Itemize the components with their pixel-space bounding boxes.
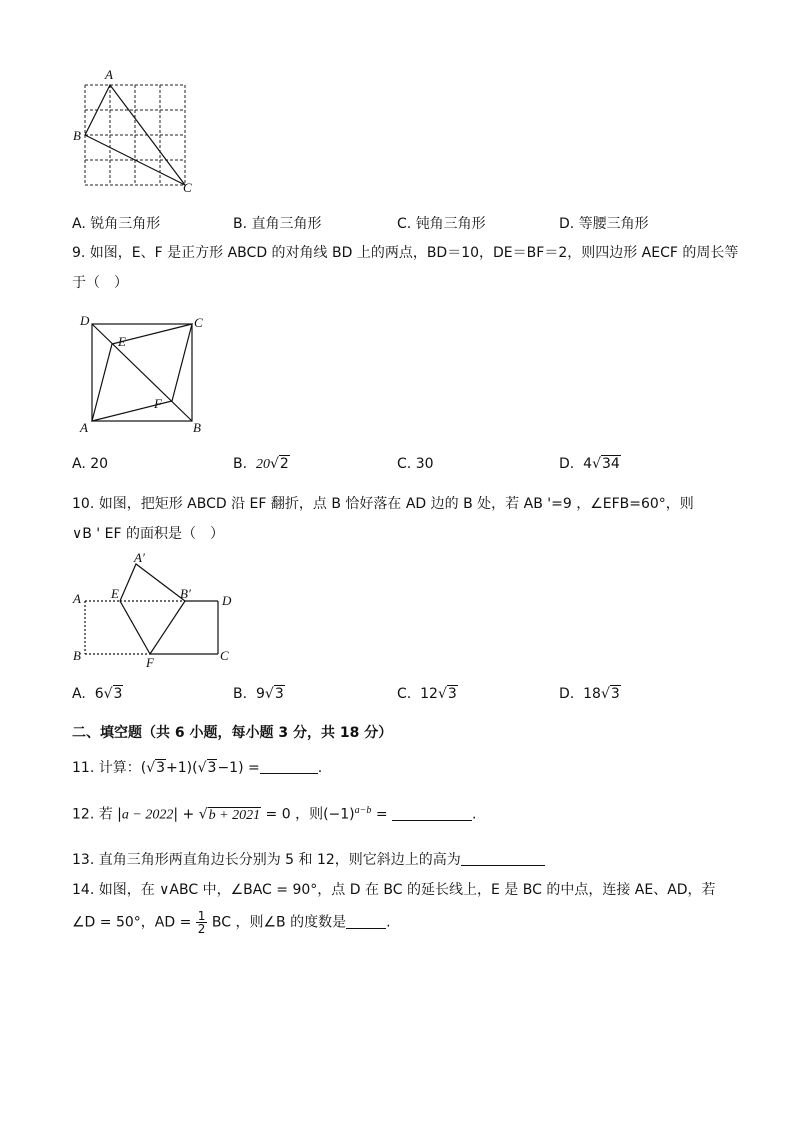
fig10-label-b-prime: B′ bbox=[180, 586, 191, 601]
fig10-label-c: C bbox=[220, 648, 229, 663]
q11-answer-blank[interactable] bbox=[260, 759, 318, 774]
fig8-label-a: A bbox=[105, 67, 113, 82]
q12-answer-blank[interactable] bbox=[392, 806, 472, 821]
q13-stem: 13. 直角三角形两直角边长分别为 5 和 12，则它斜边上的高为 bbox=[72, 850, 545, 870]
q13-answer-blank[interactable] bbox=[461, 851, 545, 866]
q10-option-a: A. 6√3 bbox=[72, 686, 123, 702]
fig9-label-f: F bbox=[154, 396, 162, 411]
q14-fraction: $\frac{1}{2}$ bbox=[197, 909, 206, 936]
fig10-label-a-prime: A′ bbox=[134, 550, 145, 565]
q10-option-c: C. 12√3 bbox=[397, 686, 457, 702]
q10-option-d: D. 18√3 bbox=[559, 686, 620, 702]
q9-option-b: B. 20√2 bbox=[233, 456, 289, 472]
fig10-label-b: B bbox=[73, 648, 81, 663]
q9-option-d: D. 4√34 bbox=[559, 456, 620, 472]
fig8-triangle-grid bbox=[70, 66, 200, 196]
q12-stem: 12. 若 |a − 2022| + √b + 2021 = 0 ，则$(-1)^{a-b}$ = . bbox=[72, 805, 477, 823]
q9-stem-line1: 9. 如图，E、F 是正方形 ABCD 的对角线 BD 上的两点，BD＝10，DE＝BF＝2，则四边形 AECF 的周长等 bbox=[72, 245, 739, 261]
fig10-label-a: A bbox=[73, 591, 81, 606]
q14-answer-blank[interactable] bbox=[346, 914, 386, 929]
fig10-label-d: D bbox=[222, 593, 232, 608]
fig10-label-e: E bbox=[111, 586, 119, 601]
q9-option-a: A. 20 bbox=[72, 456, 109, 472]
fig9-label-c: C bbox=[194, 315, 203, 330]
q14-stem-line2: ∠D = 50°，AD = $\frac{1}{2}$ BC ，则∠B 的度数是 . bbox=[72, 909, 391, 936]
fig9-label-d: D bbox=[80, 313, 90, 328]
fig9-label-e: E bbox=[118, 334, 126, 349]
q8-option-a: A. 锐角三角形 bbox=[72, 216, 161, 232]
q8-option-c: C. 钝角三角形 bbox=[397, 216, 486, 232]
q10-option-b: B. 9√3 bbox=[233, 686, 284, 702]
q8-option-d: D. 等腰三角形 bbox=[559, 216, 649, 232]
fig10-label-f: F bbox=[146, 655, 154, 670]
q11-stem: 11. 计算：(√3+1)(√3−1) = . bbox=[72, 760, 323, 776]
fig9-square-diagram bbox=[72, 310, 212, 440]
fig9-label-b: B bbox=[193, 420, 201, 435]
q9-stem-line2: 于（ ） bbox=[72, 275, 128, 291]
q10-stem-line2: ∨B ' EF 的面积是（ ） bbox=[72, 526, 224, 542]
q10-stem-line1: 10. 如图，把矩形 ABCD 沿 EF 翻折，点 B 恰好落在 AD 边的 B 处，若 AB '=9 ，∠EFB=60°，则 bbox=[72, 496, 694, 512]
q14-stem-line1: 14. 如图，在 ∨ABC 中，∠BAC = 90°，点 D 在 BC 的延长线上，E 是 BC 的中点，连接 AE、AD，若 bbox=[72, 882, 716, 898]
fig10-fold-diagram bbox=[70, 550, 240, 670]
section-fill-in-title: 二、填空题（共 6 小题，每小题 3 分，共 18 分） bbox=[72, 725, 393, 741]
q9-option-c: C. 30 bbox=[397, 456, 434, 472]
fig9-label-a: A bbox=[80, 420, 88, 435]
fig8-label-b: B bbox=[73, 128, 81, 143]
q8-option-b: B. 直角三角形 bbox=[233, 216, 322, 232]
fig8-label-c: C bbox=[183, 180, 192, 195]
